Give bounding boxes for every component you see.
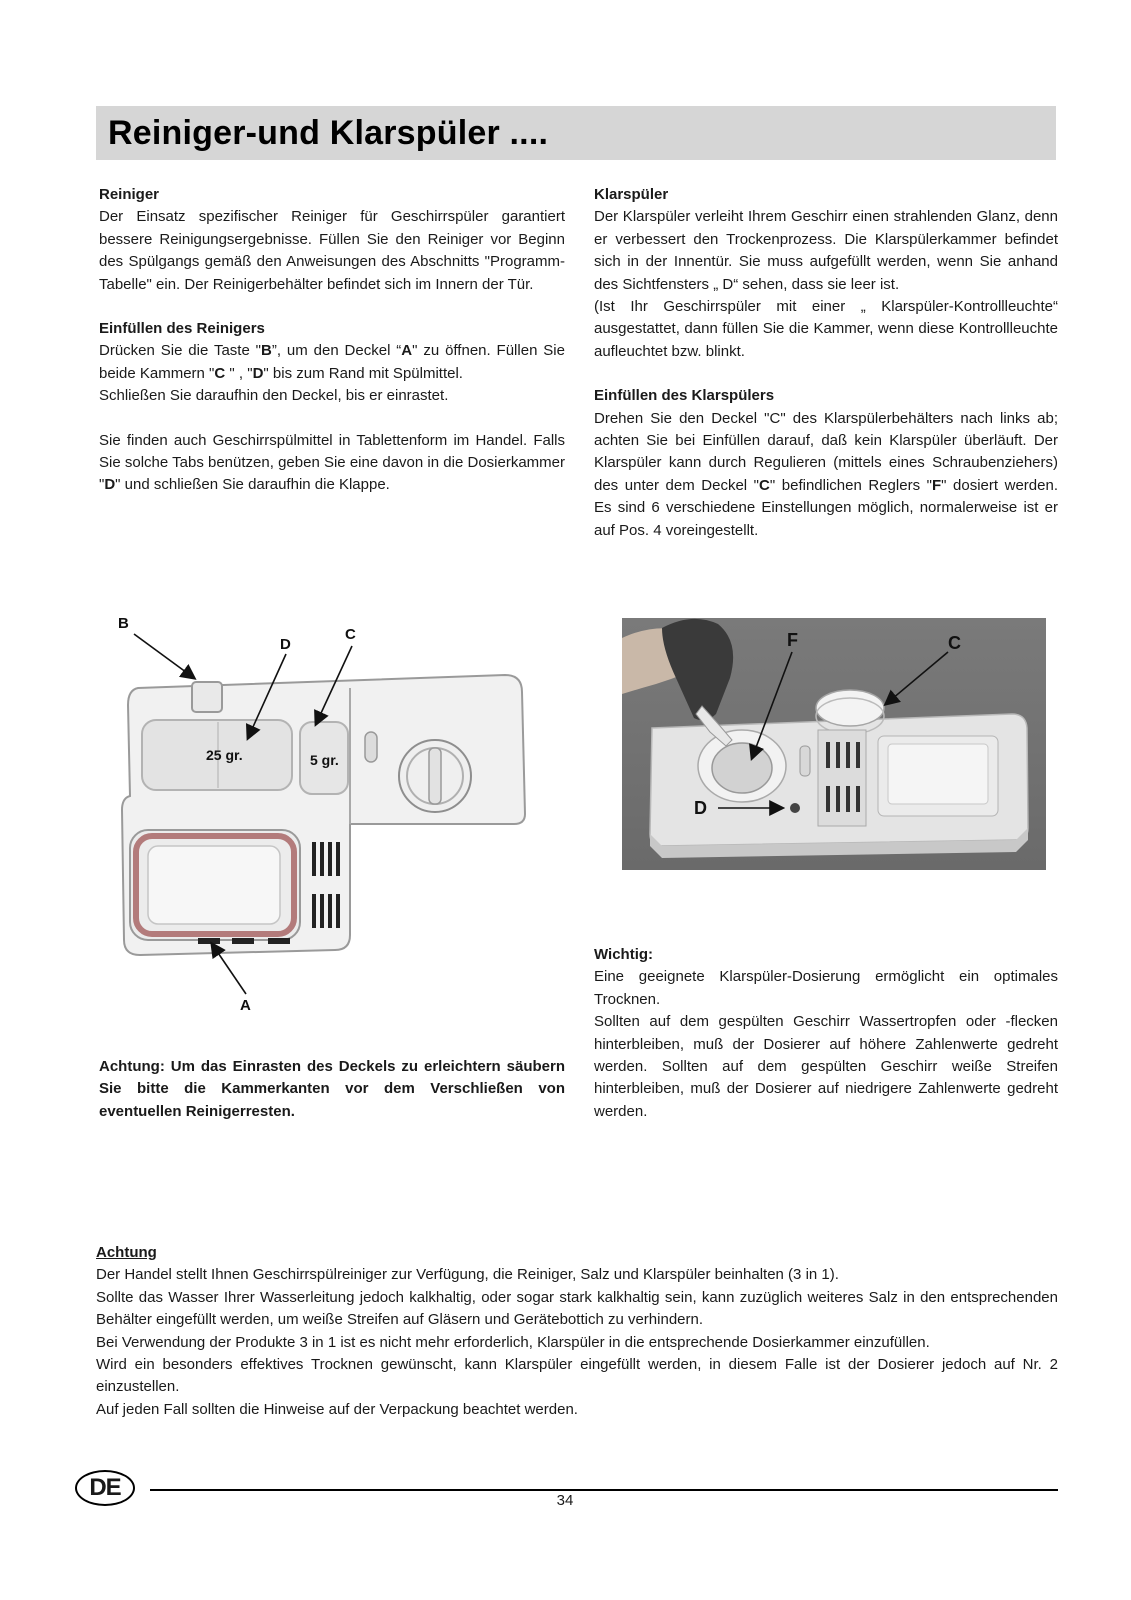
reiniger-text: Der Einsatz spezifischer Reiniger für Geschirrspüler garantiert bessere Reinigungsergebnisse. Füllen Sie den Reiniger vor Beginn des Spülgangs gemäß den Anweisungen des Abschnitts "Programm-Tabelle" ein. Der Reinigerbehälter befindet sich im Innern der Tür.	[99, 208, 565, 293]
page-number: 34	[556, 1492, 574, 1509]
photo-indicator	[790, 803, 800, 813]
wichtig-text-2: Sollten auf dem gespülten Geschirr Wassertropfen oder -flecken hinterbleiben, muß der Dosierer auf höhere Zahlenwerte gedreht werden. Sollten auf dem gespülten Geschirr weiße Streifen hinterbleiben, muß der Dosierer auf niedrigere Zahlenwerte gedreht werden.	[594, 1013, 1058, 1120]
amount-small: 5 gr.	[310, 752, 339, 768]
einfuellen-reiniger-heading: Einfüllen des Reinigers	[99, 320, 265, 338]
page-title: Reiniger-und Klarspüler ....	[108, 114, 549, 152]
photo-label-c: C	[948, 633, 961, 653]
amount-large: 25 gr.	[206, 747, 243, 763]
language-badge: DE	[75, 1470, 135, 1506]
label-c: C	[345, 626, 356, 643]
achtung-text-5: Auf jeden Fall sollten die Hinweise auf der Verpackung beachtet werden.	[96, 1400, 578, 1418]
label-d: D	[280, 636, 291, 653]
achtung-text-2: Sollte das Wasser Ihrer Wasserleitung jedoch kalkhaltig, oder sogar stark kalkhaltig sein, kann zuzüglich weiteres Salz in den entsprechenden Behälter eingefüllt werden, um weiße Streifen auf Gläsern und Gerätebottich zu verhindern.	[96, 1288, 1058, 1329]
wichtig-heading: Wichtig:	[594, 946, 654, 963]
photo-label-f: F	[787, 630, 798, 650]
achtung-text-4: Wird ein besonders effektives Trocknen gewünscht, kann Klarspüler eingefüllt werden, in diesem Falle ist der Dosierer jedoch auf Nr. 2 einzustellen.	[96, 1356, 1058, 1396]
wichtig-text-1: Eine geeignete Klarspüler-Dosierung ermöglicht ein optimales Trocknen.	[594, 968, 1058, 1008]
latch-button	[192, 682, 222, 712]
lid-cleaning-warning: Achtung: Um das Einrasten des Deckels zu erleichtern säubern Sie bitte die Kammerkanten vor dem Verschließen von eventuellen Reinigerresten.	[99, 1058, 565, 1120]
wichtig-section	[594, 944, 1058, 1123]
left-column	[99, 184, 565, 497]
einfuellen-klarspueler-heading: Einfüllen des Klarspülers	[594, 387, 775, 405]
right-column	[594, 184, 1058, 542]
klarspueler-heading: Klarspüler	[594, 186, 669, 203]
dispenser-figure	[100, 610, 570, 1025]
klarspueler-text: Der Klarspüler verleiht Ihrem Geschirr einen strahlenden Glanz, denn er verbessert den Trockenprozess. Die Klarspülerkammer befindet sich in der Innentür. Sie muss aufgefüllt werden, wenn Sie anhand des Sichtfensters „ D“ sehen, dass sie leer ist.	[594, 208, 1058, 293]
achtung-text-1: Der Handel stellt Ihnen Geschirrspülreiniger zur Verfügung, die Reiniger, Salz und Klarspüler beinhalten (3 in 1).	[96, 1266, 839, 1284]
reiniger-heading: Reiniger	[99, 186, 160, 203]
label-a: A	[240, 997, 251, 1014]
klarspueler-text-2: (Ist Ihr Geschirrspüler mit einer „ Klarspüler-Kontrollleuchte“ ausgestattet, dann füllen Sie die Kammer, wenn diese Kontrollleuchte aufleuchtet bzw. blinkt.	[594, 298, 1058, 360]
tabs-text: Sie finden auch Geschirrspülmittel in Tablettenform im Handel. Falls Sie solche Tabs benützen, geben Sie eine davon in die Dosierkammer "D" und schließen Sie daraufhin die Klappe.	[99, 431, 565, 494]
achtung-heading: Achtung	[96, 1244, 157, 1261]
achtung-section	[96, 1242, 1058, 1421]
einfuellen-reiniger-text: Drücken Sie die Taste "B”, um den Deckel “A" zu öffnen. Füllen Sie beide Kammern "C " , "D" bis zum Rand mit Spülmittel.	[99, 342, 565, 382]
einfuellen-reiniger-close: Schließen Sie daraufhin den Deckel, bis er einrastet.	[99, 387, 449, 405]
footer-divider	[150, 1489, 1058, 1491]
photo-label-d: D	[694, 798, 707, 818]
einfuellen-klarspueler-text: Drehen Sie den Deckel "C" des Klarspülerbehälters nach links ab; achten Sie bei Einfüllen darauf, daß kein Klarspüler überläuft. Der Klarspüler kann durch Regulieren (mittels eines Schraubenziehers) des unter dem Deckel "C" befindlichen Reglers "F" dosiert werden. Es sind 6 verschiedene Einstellungen möglich, normalerweise ist er auf Pos. 4 voreingestellt.	[594, 409, 1058, 539]
photo-cap	[816, 690, 884, 726]
label-b: B	[118, 615, 129, 632]
achtung-text-3: Bei Verwendung der Produkte 3 in 1 ist es nicht mehr erforderlich, Klarspüler in die entsprechende Dosierkammer einzufüllen.	[96, 1333, 930, 1351]
title-bar	[96, 106, 1056, 160]
rinse-aid-photo	[622, 618, 1046, 870]
